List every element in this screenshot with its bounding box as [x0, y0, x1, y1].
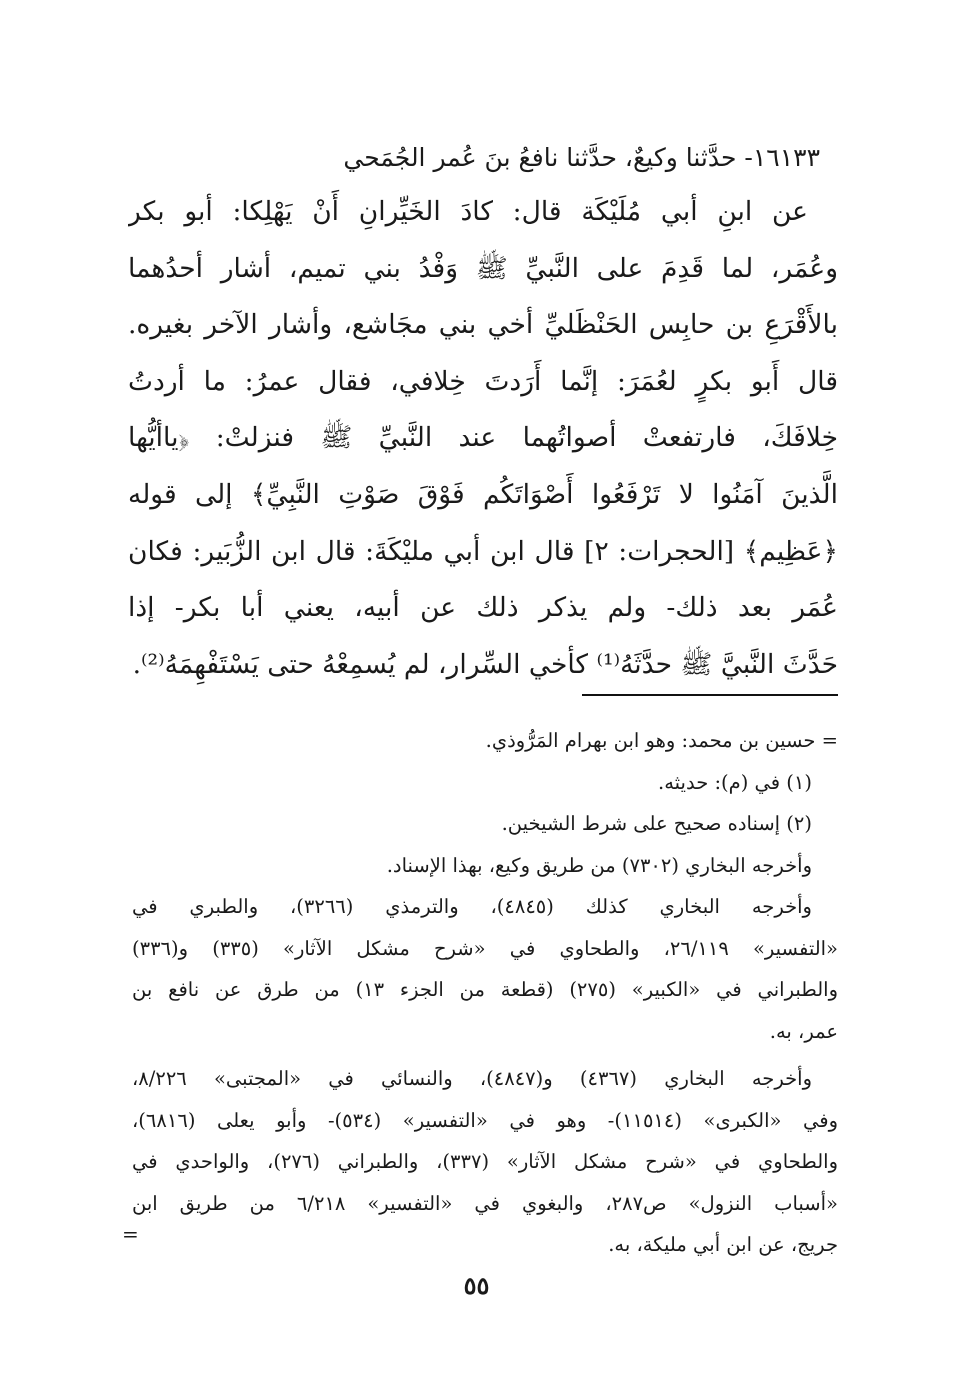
hadith-line: الَّذينَ آمَنُوا لا تَرْفَعُوا أَصْوَاتَكُم فَوْقَ صَوْتِ النَّبِيِّ﴾ إلى قوله — [128, 478, 838, 510]
hadith-line: عن ابنِ أبي مُلَيْكَة قال: كادَ الخَيِّرانِ أَنْ يَهْلِكا: أبو بكر — [128, 196, 808, 227]
footnote-line: والطبراني في «الكبير» (٢٧٥) (قطعة من الجزء ١٣) من طرق عن نافع بن — [132, 978, 838, 1001]
hadith-line: بالأَقْرَعِ بن حابِس الحَنْظَليِّ أخي بني مجَاشع، وأشار الآخر بغيره. — [128, 309, 838, 341]
hadith-line: قال أَبو بكرٍ لعُمَرَ: إنَّما أَرَدتَ خِلافي، فقال عمرُ: ما أردتُ — [128, 365, 838, 397]
page-number: ٥٥ — [463, 1271, 490, 1300]
footnote-line: وفي «الكبرى» (١١٥١٤)- وهو في «التفسير» (٥٣٤)- وأبو يعلى (٦٨١٦)، — [132, 1108, 838, 1132]
footnote-line: «أسباب النزول» ص٢٨٧، والبغوي في «التفسير» ٦/٢١٨ من طريق ابن — [132, 1191, 838, 1215]
hadith-text — [128, 132, 838, 693]
footnote-line: (٢) إسناده صحيح على شرط الشيخين. — [501, 812, 812, 835]
footnote-line: وأخرجه البخاري (٤٣٦٧) و(٤٨٤٧)، والنسائي في «المجتبى» ٨/٢٢٦، — [132, 1067, 812, 1090]
footnote-line: (١) في (م): حديثه. — [658, 770, 812, 794]
hadith-line: عُمَر بعد ذلك- ولم يذكر ذلك عن أبيه، يعني أبا بكر- إذا — [128, 592, 838, 624]
footnote-line: وأخرجه البخاري كذلك (٤٨٤٥)، والترمذي (٣٢٦٦)، والطبري في — [132, 895, 812, 918]
footnote-line: «التفسير» ٢٦/١١٩، والطحاوي في «شرح مشكل الآثار» (٣٣٥) و(٣٣٦) — [132, 936, 838, 960]
footnotes — [132, 720, 838, 1266]
hadith-line: حَدَّثَ النَّبيَّ ﷺ حدَّثَهُ⁽¹⁾ كأخي السِّرار، لم يُسمِعْهُ حتى يَسْتَفْهِمَهُ⁽²⁾. — [132, 648, 838, 680]
footnote-line: جريج، عن ابن أبي مليكة، به. — [608, 1233, 838, 1256]
footnote-separator — [582, 694, 838, 696]
hadith-line: ﴿عَظِيم﴾ [الحجرات: ٢] قال ابن أبي مليْكَةَ: قال ابن الزُّبَير: فكان — [128, 535, 838, 567]
hadith-line: خِلافَكَ، فارتفعتْ أصواتُهما عند النَّبيِّ ﷺ فنزلتْ: ﴿ياأيُّها — [128, 422, 838, 454]
footnote-continuation-mark: = — [122, 1222, 139, 1246]
footnote-line: = حسين بن محمد: وهو ابن بهرام المَرُّوذي. — [485, 729, 838, 752]
footnote-line: عمر، به. — [769, 1019, 838, 1043]
footnote-line: وأخرجه البخاري (٧٣٠٢) من طريق وكيع، بهذا الإسناد. — [386, 853, 812, 877]
hadith-line: وعُمَر، لما قَدِمَ على النَّبيِّ ﷺ وَفْدُ بني تميم، أشار أحدُهما — [128, 252, 838, 284]
footnote-line: والطحاوي في «شرح مشكل الآثار» (٣٣٧)، والطبراني (٢٧٦)، والواحدي في — [132, 1150, 838, 1173]
hadith-header: ١٦١٣٣- حدَّثنا وكيعٌ، حدَّثنا نافعُ بنَ عُمر الجُمَحي — [343, 143, 820, 172]
